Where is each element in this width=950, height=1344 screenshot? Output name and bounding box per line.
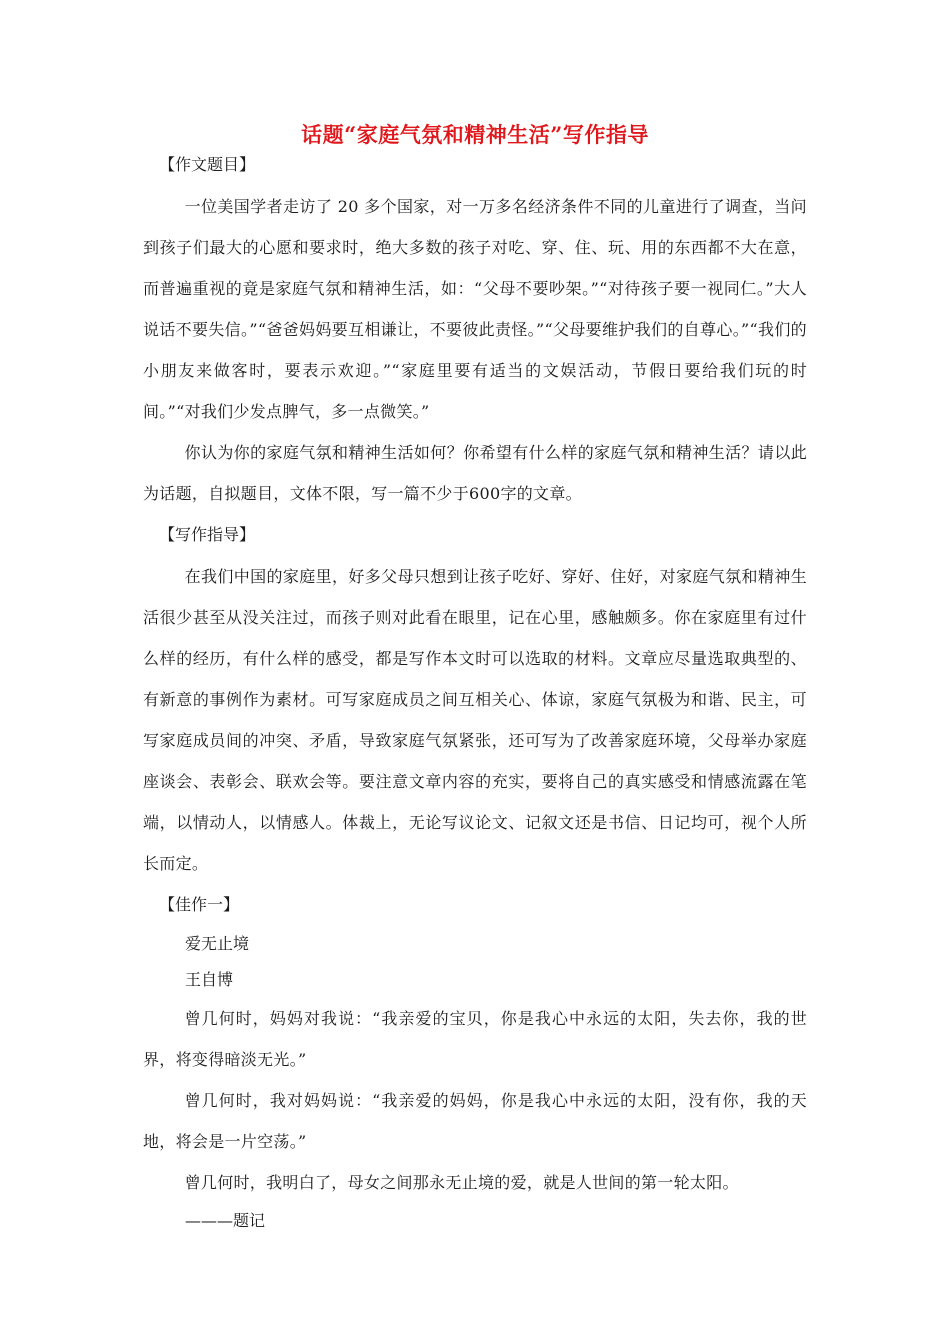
topic-paragraph-2: 你认为你的家庭气氛和精神生活如何？你希望有什么样的家庭气氛和精神生活？请以此为话题，自拟题目，文体不限，写一篇不少于600字的文章。 [143, 443, 807, 503]
essay-title: 爱无止境 [185, 934, 250, 953]
epigraph-note: ———题记 [185, 1211, 266, 1230]
section-heading-essay: 【佳作一】 [159, 895, 240, 914]
topic-paragraph-1: 一位美国学者走访了 20 多个国家，对一万多名经济条件不同的儿童进行了调查，当问到孩子们最大的心愿和要求时，绝大多数的孩子对吃、穿、住、玩、用的东西都不大在意，而普遍重视的竟是家庭气氛和精神生活，如：“父母不要吵架。”“对待孩子要一视同仁。”大人说话不要失信。”“爸爸妈妈要互相谦让，不要彼此责怪。”“父母要维护我们的自尊心。”“我们的小朋友来做客时，要表示欢迎。”“家庭里要有适当的文娱活动，节假日要给我们玩的时间。”“对我们少发点脾气，多一点微笑。” [143, 197, 807, 421]
essay-paragraph-3: 曾几何时，我明白了，母女之间那永无止境的爱，就是人世间的第一轮太阳。 [184, 1173, 739, 1192]
essay-paragraph-2: 曾几何时，我对妈妈说：“我亲爱的妈妈，你是我心中永远的太阳，没有你，我的天地，将会是一片空荡。” [143, 1091, 807, 1151]
guide-paragraph: 在我们中国的家庭里，好多父母只想到让孩子吃好、穿好、住好，对家庭气氛和精神生活很少甚至从没关注过，而孩子则对此看在眼里，记在心里，感触颇多。你在家庭里有过什么样的经历，有什么样的感受，都是写作本文时可以选取的材料。文章应尽量选取典型的、有新意的事例作为素材。可写家庭成员之间互相关心、体谅，家庭气氛极为和谐、民主，可写家庭成员间的冲突、矛盾，导致家庭气氛紧张，还可写为了改善家庭环境，父母举办家庭座谈会、表彰会、联欢会等。要注意文章内容的充实，要将自己的真实感受和情感流露在笔端，以情动人，以情感人。体裁上，无论写议论文、记叙文还是书信、日记均可，视个人所长而定。 [143, 567, 807, 873]
document-page [143, 120, 807, 1239]
essay-paragraph-1: 曾几何时，妈妈对我说：“我亲爱的宝贝，你是我心中永远的太阳，失去你，我的世界，将变得暗淡无光。” [143, 1009, 807, 1069]
section-heading-topic: 【作文题目】 [159, 155, 256, 174]
page-title: 话题“家庭气氛和精神生活”写作指导 [301, 122, 649, 147]
essay-author: 王自博 [185, 970, 234, 989]
section-heading-guide: 【写作指导】 [159, 525, 256, 544]
